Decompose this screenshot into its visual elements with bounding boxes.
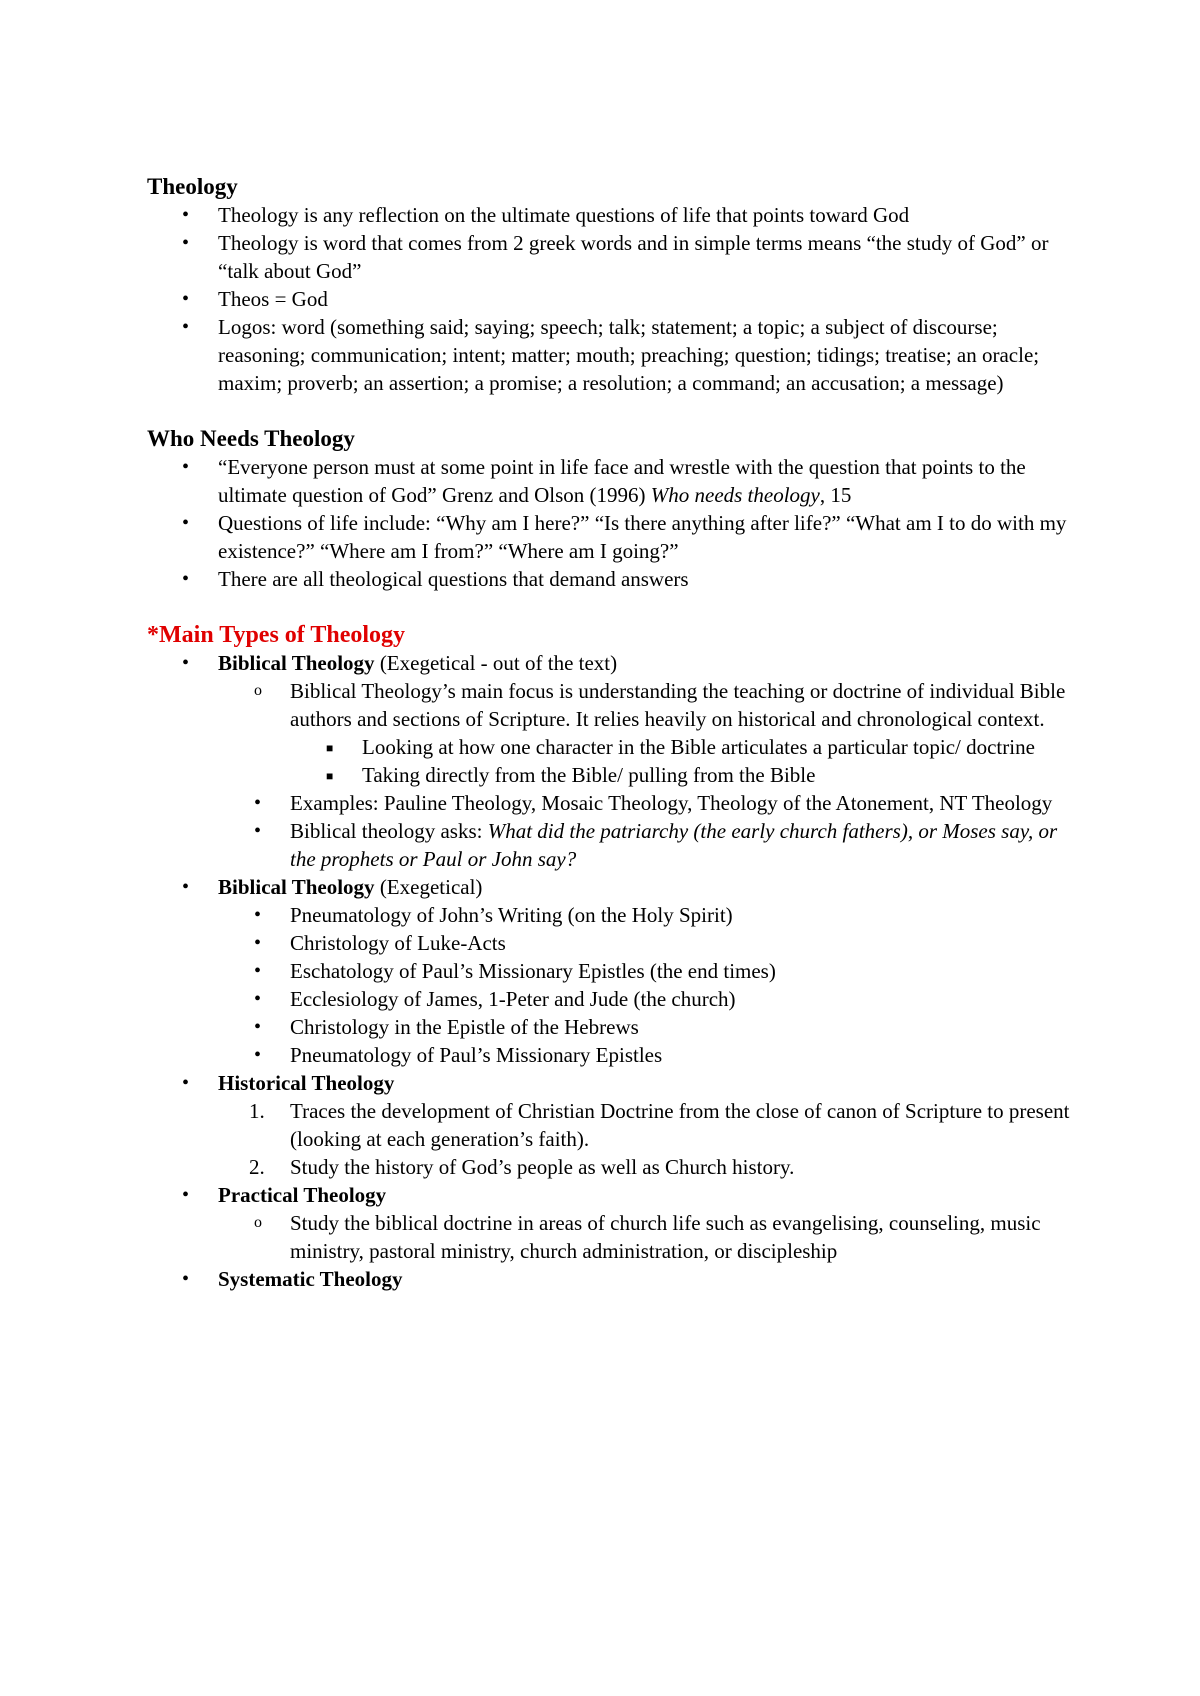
list-item: • Examples: Pauline Theology, Mosaic Theology, Theology of the Atonement, NT Theology	[254, 791, 1053, 815]
bullet-icon: •	[182, 1268, 190, 1290]
list-item: • Ecclesiology of James, 1-Peter and Jude (the church)	[254, 987, 736, 1011]
list-item: • Questions of life include: “Why am I here?” “Is there anything after life?” “What am I to do with my existence?” “Where am I from?” “Where am I going?”	[182, 511, 1067, 563]
heading-who-needs-theology: Who Needs Theology	[147, 426, 355, 451]
bullet-icon: •	[182, 456, 190, 478]
bullet-icon: •	[254, 904, 262, 926]
list-item: • Theology is word that comes from 2 greek words and in simple terms means “the study of God” or “talk about God”	[182, 231, 1049, 283]
list-item: ■ Looking at how one character in the Bible articulates a particular topic/ doctrine	[147, 733, 1087, 761]
list-item: 2. Study the history of God’s people as well as Church history.	[249, 1155, 795, 1179]
list-item-biblical-theology-exegetical: • Biblical Theology (Exegetical)	[182, 875, 483, 899]
bullet-icon: •	[182, 232, 190, 254]
list-item: • Eschatology of Paul’s Missionary Epistles (the end times)	[254, 959, 776, 983]
bullet-icon: •	[182, 652, 190, 674]
theology-list	[147, 201, 1087, 397]
bullet-icon: •	[182, 288, 190, 310]
bullet-icon: •	[182, 512, 190, 534]
bullet-icon: •	[182, 316, 190, 338]
list-number: 1.	[249, 1099, 265, 1123]
circle-bullet-icon: o	[254, 1214, 262, 1231]
list-item-biblical-theology: • Biblical Theology (Exegetical - out of the text)	[182, 651, 618, 675]
heading-main-types: *Main Types of Theology	[147, 622, 406, 648]
bullet-icon: •	[254, 1044, 262, 1066]
bullet-icon: •	[182, 1184, 190, 1206]
document-page	[147, 173, 1087, 1293]
bullet-icon: •	[254, 792, 262, 814]
bullet-icon: •	[254, 1016, 262, 1038]
bullet-icon: •	[254, 988, 262, 1010]
list-item: • Theology is any reflection on the ultimate questions of life that points toward God	[182, 203, 910, 227]
bullet-icon: •	[182, 876, 190, 898]
square-bullet-icon: ■	[326, 769, 334, 783]
list-item: • There are all theological questions that demand answers	[182, 567, 689, 591]
list-item: • Pneumatology of Paul’s Missionary Epistles	[254, 1043, 663, 1067]
bullet-icon: •	[182, 568, 190, 590]
list-item: • Christology in the Epistle of the Hebrews	[254, 1015, 639, 1039]
list-item: • Logos: word (something said; saying; speech; talk; statement; a topic; a subject of discourse; reasoning; communication; intent; matter; mouth; preaching; question; tidings; treatise; an oracle; maxim; proverb; an assertion; a promise; a resolution; a command; an accusation; a message)	[182, 315, 1040, 395]
bullet-icon: •	[182, 204, 190, 226]
list-item: o Study the biblical doctrine in areas of church life such as evangelising, counseling, music ministry, pastoral ministry, church administration, or discipleship	[254, 1211, 1041, 1263]
who-needs-list	[147, 453, 1087, 593]
bullet-icon: •	[182, 1072, 190, 1094]
list-item: o Biblical Theology’s main focus is understanding the teaching or doctrine of individual Bible authors and sections of Scripture. It relies heavily on historical and chronological context.	[254, 679, 1066, 731]
bullet-icon: •	[254, 820, 262, 842]
list-item: • “Everyone person must at some point in life face and wrestle with the question that points to the ultimate question of God” Grenz and Olson (1996) Who needs theology, 15	[182, 455, 1026, 507]
list-item: • Pneumatology of John’s Writing (on the Holy Spirit)	[254, 903, 733, 927]
bullet-icon: •	[254, 932, 262, 954]
book-title: Who needs theology	[650, 483, 820, 507]
bullet-icon: •	[254, 960, 262, 982]
list-item: • Theos = God	[182, 287, 328, 311]
circle-bullet-icon: o	[254, 682, 262, 699]
list-item-systematic-theology: • Systematic Theology	[182, 1267, 403, 1291]
list-item: ■ Taking directly from the Bible/ pulling from the Bible	[147, 761, 1087, 789]
list-item-historical-theology: • Historical Theology	[182, 1071, 395, 1095]
list-item: 1. Traces the development of Christian Doctrine from the close of canon of Scripture to present (looking at each generation’s faith).	[249, 1099, 1070, 1151]
main-types-list	[147, 649, 1087, 1293]
heading-theology: Theology	[147, 174, 238, 199]
list-item: • Christology of Luke-Acts	[254, 931, 506, 955]
list-item-practical-theology: • Practical Theology	[182, 1183, 387, 1207]
list-number: 2.	[249, 1155, 265, 1179]
square-bullet-icon: ■	[326, 741, 334, 755]
list-item: • Biblical theology asks: What did the patriarchy (the early church fathers), or Moses say, or the prophets or Paul or John say?	[254, 819, 1058, 871]
